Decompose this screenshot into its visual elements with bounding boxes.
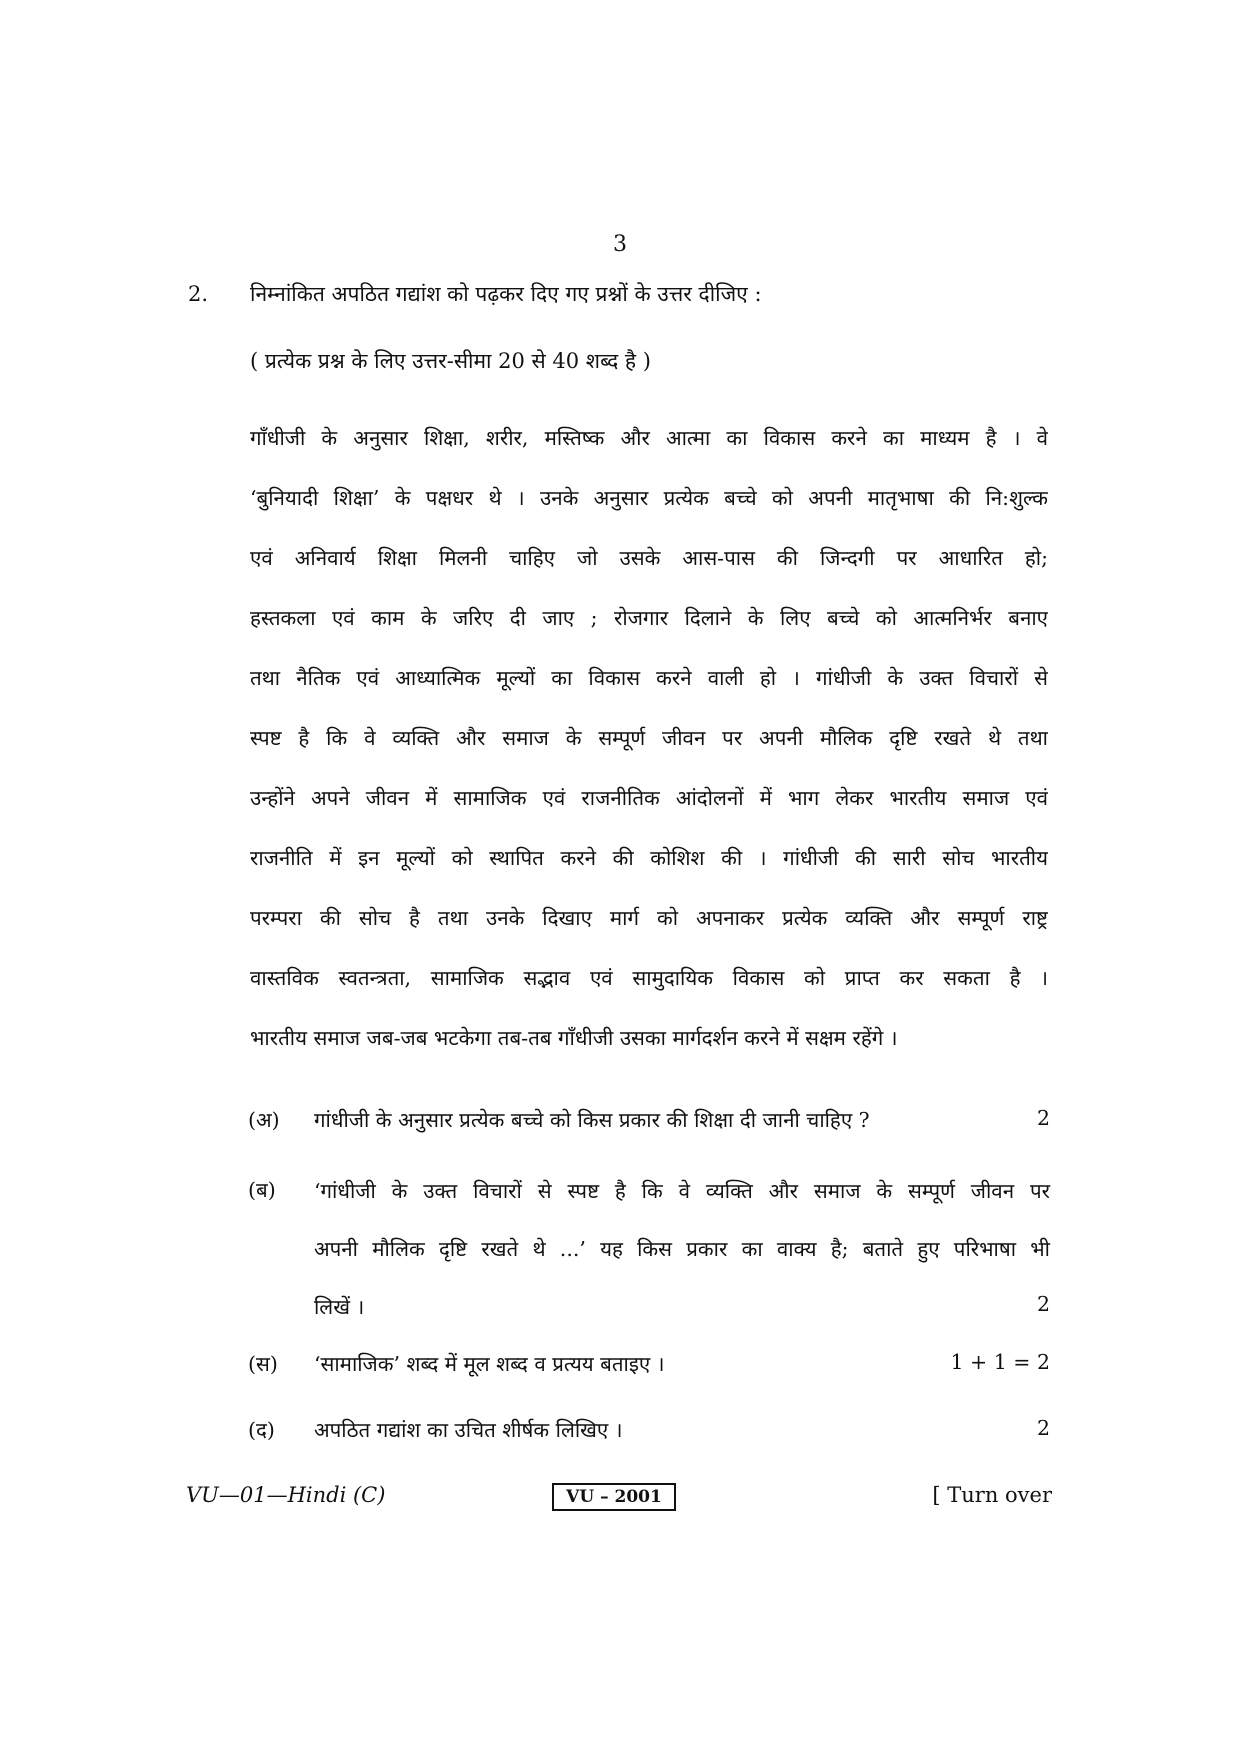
sub-question-label: (अ) (248, 1108, 280, 1132)
passage-line: राजनीति में इन मूल्यों को स्थापित करने की कोशिश की । गांधीजी की सारी सोच भारतीय (250, 846, 1048, 870)
unseen-passage (250, 421, 1048, 1081)
sub-question-marks: 2 (1036, 1416, 1050, 1440)
sub-question-label: (स) (248, 1352, 278, 1376)
passage-line: वास्तविक स्वतन्त्रता, सामाजिक सद्भाव एवं सामुदायिक विकास को प्राप्त कर सकता है । (250, 966, 1048, 990)
paper-code-box: VU – 2001 (552, 1483, 676, 1511)
paper-code: VU—01—Hindi (C) (186, 1483, 386, 1507)
passage-line: हस्तकला एवं काम के जरिए दी जाए ; रोजगार दिलाने के लिए बच्चे को आत्मनिर्भर बनाए (250, 606, 1048, 630)
question-instruction: निम्नांकित अपठित गद्यांश को पढ़कर दिए गए प्रश्नों के उत्तर दीजिए : (250, 282, 762, 306)
sub-question-marks: 1 + 1 = 2 (950, 1350, 1050, 1374)
sub-question-line: अपनी मौलिक दृष्टि रखते थे ...’ यह किस प्रकार का वाक्य है; बताते हुए परिभाषा भी (314, 1237, 1050, 1261)
sub-question-line: ‘गांधीजी के उक्त विचारों से स्पष्ट है कि वे व्यक्ति और समाज के सम्पूर्ण जीवन पर (314, 1179, 1050, 1203)
page-number: 3 (613, 232, 627, 257)
turn-over-note: [ Turn over (932, 1483, 1052, 1507)
page-footer (186, 1483, 1052, 1515)
sub-question-b (248, 1176, 1050, 1319)
sub-question-d (248, 1416, 1050, 1450)
sub-question-marks: 2 (1036, 1292, 1050, 1316)
sub-question-a (248, 1106, 1050, 1140)
sub-question-text: गांधीजी के अनुसार प्रत्येक बच्चे को किस प्रकार की शिक्षा दी जानी चाहिए ? (314, 1108, 870, 1132)
sub-question-text (314, 1176, 1050, 1350)
passage-line: एवं अनिवार्य शिक्षा मिलनी चाहिए जो उसके आस-पास की जिन्दगी पर आधारित हो; (250, 546, 1048, 570)
passage-line: स्पष्ट है कि वे व्यक्ति और समाज के सम्पूर्ण जीवन पर अपनी मौलिक दृष्टि रखते थे तथा (250, 726, 1048, 750)
passage-line: गाँधीजी के अनुसार शिक्षा, शरीर, मस्तिष्क और आत्मा का विकास करने का माध्यम है । वे (250, 426, 1048, 450)
sub-question-label: (द) (248, 1418, 275, 1442)
sub-question-c (248, 1350, 1050, 1384)
passage-line: उन्होंने अपने जीवन में सामाजिक एवं राजनीतिक आंदोलनों में भाग लेकर भारतीय समाज एवं (250, 786, 1048, 810)
sub-question-text: अपठित गद्यांश का उचित शीर्षक लिखिए । (314, 1418, 623, 1442)
sub-question-label: (ब) (248, 1178, 276, 1202)
sub-question-line: लिखें । (314, 1295, 365, 1319)
passage-line: ‘बुनियादी शिक्षा’ के पक्षधर थे । उनके अनुसार प्रत्येक बच्चे को अपनी मातृभाषा की नि:शुल्क (250, 486, 1048, 510)
word-limit-note: ( प्रत्येक प्रश्न के लिए उत्तर-सीमा 20 से 40 शब्द है ) (250, 349, 651, 373)
passage-line: भारतीय समाज जब-जब भटकेगा तब-तब गाँधीजी उसका मार्गदर्शन करने में सक्षम रहेंगे । (250, 1026, 898, 1050)
sub-question-text: ‘सामाजिक’ शब्द में मूल शब्द व प्रत्यय बताइए । (314, 1352, 665, 1376)
passage-line: तथा नैतिक एवं आध्यात्मिक मूल्यों का विकास करने वाली हो । गांधीजी के उक्त विचारों से (250, 666, 1048, 690)
question-number: 2. (188, 282, 209, 306)
sub-question-marks: 2 (1036, 1106, 1050, 1130)
passage-line: परम्परा की सोच है तथा उनके दिखाए मार्ग को अपनाकर प्रत्येक व्यक्ति और सम्पूर्ण राष्ट्र (250, 906, 1048, 930)
